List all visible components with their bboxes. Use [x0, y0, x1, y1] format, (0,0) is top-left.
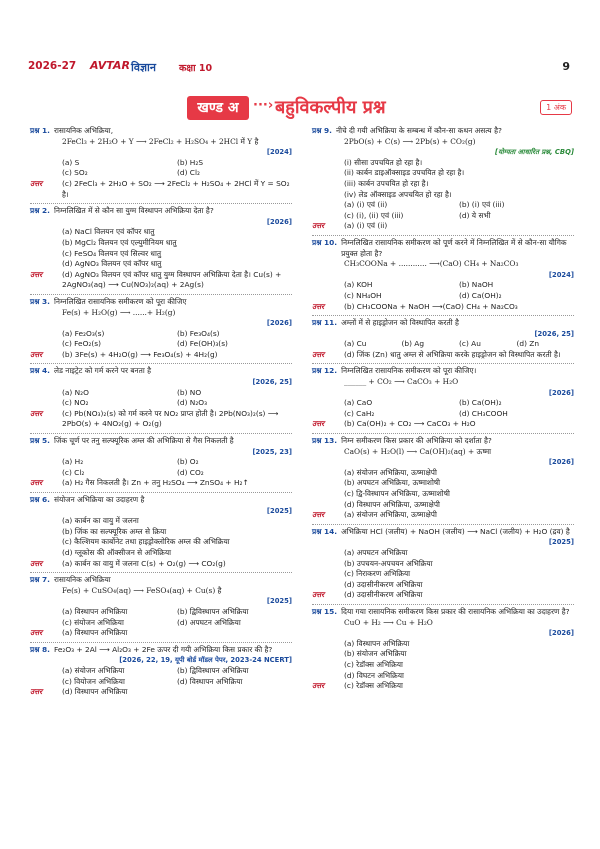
- header-subject: विज्ञान: [131, 61, 156, 74]
- answer-text: (a) (i) एवं (ii): [344, 221, 388, 231]
- year-tag: [2026]: [266, 217, 292, 226]
- equation: 2PbO(s) + C(s) ⟶ 2Pb(s) + CO₂(g): [344, 136, 476, 146]
- question-block: [30, 495, 292, 569]
- option: (a) अपघटन अभिक्रिया: [344, 547, 408, 557]
- question-text: निम्नलिखित में से कौन सा युग्म विस्थापन अभिक्रिया देता है?: [53, 206, 214, 216]
- option: (c) द्वि-विस्थापन अभिक्रिया, ऊष्माशोषी: [344, 489, 450, 498]
- year-tag: [2026, 25]: [252, 378, 292, 387]
- answer-label: उत्तर: [312, 221, 325, 231]
- question-number: प्रश्न 2.: [30, 206, 50, 216]
- answer-text: (a) विस्थापन अभिक्रिया: [62, 628, 128, 638]
- year-tag: [2025]: [548, 538, 574, 547]
- question-text: जिंक चूर्ण पर तनु सल्फ्यूरिक अम्ल की अभिक्रिया से गैस निकलती है: [53, 436, 234, 446]
- option: (b) H₂S: [177, 157, 204, 167]
- options-list: [312, 548, 574, 590]
- equation: Fe(s) + H₂O(g) ⟶ ......+ H₂(g): [62, 307, 176, 317]
- answer: [312, 590, 574, 601]
- option: (b) Ag: [401, 339, 425, 349]
- question-number: प्रश्न 5.: [30, 436, 50, 446]
- answer-text: (b) Ca(OH)₂ + CO₂ ⟶ CaCO₃ + H₂O: [344, 419, 476, 429]
- divider: [30, 572, 292, 573]
- divider: [312, 604, 574, 605]
- answer-label: उत्तर: [312, 301, 325, 311]
- divider: [312, 433, 574, 434]
- answer: [312, 350, 574, 361]
- answer-text: (c) 2FeCl₃ + 2H₂O + SO₂ ⟶ 2FeCl₂ + H₂SO₄ + 2HCl में Y = SO₂ है।: [62, 178, 290, 199]
- answer-label: उत्तर: [30, 349, 43, 359]
- question-text: निम्नलिखित रासायनिक समीकरण को पूरा कीजिए: [53, 296, 187, 306]
- option: (d) Fe(OH)₃(s): [177, 339, 228, 349]
- option: (a) Fe₂O₃(s): [62, 328, 105, 338]
- divider: [312, 315, 574, 316]
- option: (b) जिंक का सल्फ्यूरिक अम्ल से क्रिया: [62, 526, 167, 536]
- answer-text: (d) AgNO₃ विलयन एवं कॉपर धातु युग्म विस्थापन अभिक्रिया देता है। Cu(s) + 2AgNO₃(aq) ⟶ Cu(NO₃)₂(aq) + 2Ag(s): [62, 269, 282, 290]
- divider: [30, 294, 292, 295]
- option: (d) Ca(OH)₂: [459, 290, 502, 300]
- answer-label: उत्तर: [312, 419, 325, 429]
- option: (b) उपचयन-अपचयन अभिक्रिया: [344, 558, 433, 568]
- question-block: [312, 238, 574, 312]
- section-badge: खण्ड अ: [187, 96, 249, 120]
- option: (b) द्विविस्थापन अभिक्रिया: [177, 665, 249, 675]
- equation: ______ + CO₂ ⟶ CaCO₃ + H₂O: [344, 377, 459, 387]
- year-tag: [2025]: [266, 506, 292, 515]
- answer: [30, 687, 292, 698]
- option: (d) विघटन अभिक्रिया: [344, 670, 404, 680]
- question-text: नीचे दी गयी अभिक्रिया के सम्बन्ध में कौन-सा कथन असत्य है?: [335, 126, 502, 135]
- answer: [312, 510, 574, 521]
- question-header: [312, 318, 574, 329]
- option: (d) ग्लूकोस की ऑक्सीजन से अभिक्रिया: [62, 547, 172, 557]
- answer-text: (a) H₂ गैस निकलती है। Zn + तनु H₂SO₄ ⟶ ZnSO₄ + H₂↑: [62, 478, 249, 488]
- divider: [30, 363, 292, 364]
- question-block: [312, 436, 574, 521]
- option: (d) N₂O₃: [177, 398, 208, 408]
- question-number: प्रश्न 3.: [30, 296, 50, 306]
- answer-text: (a) संयोजन अभिक्रिया, ऊष्माक्षेपी: [344, 510, 437, 520]
- option: (c) Au: [459, 339, 481, 349]
- header-class: कक्षा 10: [179, 63, 213, 74]
- option: (d) AgNO₃ विलयन एवं कॉपर धातु: [62, 259, 162, 269]
- options-grid: [312, 200, 574, 221]
- option: (d) अपघटन अभिक्रिया: [177, 617, 241, 627]
- option: (b) Fe₃O₄(s): [177, 328, 220, 338]
- question-text: दिया गया रासायनिक समीकरण किस प्रकार की रासायनिक अभिक्रिया का उदाहरण है?: [341, 606, 570, 616]
- question-number: प्रश्न 9.: [312, 126, 332, 135]
- question-number: प्रश्न 7.: [30, 575, 50, 585]
- options-list: [30, 516, 292, 558]
- answer-label: उत्तर: [30, 178, 43, 188]
- option: (c) वियोजन अभिक्रिया: [62, 676, 125, 686]
- answer-text: (b) 3Fe(s) + 4H₂O(g) ⟶ Fe₃O₄(s) + 4H₂(g): [62, 349, 218, 359]
- question-block: [30, 126, 292, 200]
- options-grid: [30, 329, 292, 350]
- option: (d) CH₃COOH: [459, 408, 508, 418]
- question-header: [30, 575, 292, 586]
- option: (a) कार्बन का वायु में जलना: [62, 516, 139, 526]
- year-tag: [2024]: [548, 270, 574, 279]
- question-block: [312, 318, 574, 360]
- option: (b) (i) एवं (iii): [459, 200, 505, 210]
- answer: [312, 681, 574, 692]
- question-block: [30, 645, 292, 698]
- option: (a) संयोजन अभिक्रिया: [62, 665, 125, 675]
- year-tag: [2026, 25]: [534, 329, 574, 338]
- option: (d) विस्थापन अभिक्रिया, ऊष्माक्षेपी: [344, 499, 440, 509]
- option: (d) CO₂: [177, 467, 204, 477]
- option: (a) N₂O: [62, 387, 89, 397]
- question-text: अभिक्रिया HCl (जलीय) + NaOH (जलीय) ⟶ NaCl (जलीय) + H₂O (द्रव) है: [341, 526, 570, 536]
- answer-text: (d) जिंक (Zn) धातु अम्ल से अभिक्रिया करके हाइड्रोजन को विस्थापित करती है।: [344, 349, 561, 359]
- option: (d) Cl₂: [177, 168, 200, 178]
- option: (a) विस्थापन अभिक्रिया: [62, 606, 128, 616]
- option: (a) CaO: [344, 398, 373, 408]
- answer-text: (c) Pb(NO₃)₂(s) को गर्म करने पर NO₂ प्राप्त होती है। 2Pb(NO₃)₂(s) ⟶ 2PbO(s) + 4NO₂(g) + O₂(g): [62, 408, 279, 429]
- option: (c) SO₂: [62, 168, 88, 178]
- answer-label: उत्तर: [30, 408, 43, 418]
- year-tag: [2026]: [548, 458, 574, 467]
- question-text: रासायनिक अभिक्रिया: [53, 575, 111, 585]
- answer-label: उत्तर: [30, 628, 43, 638]
- divider: [30, 433, 292, 434]
- answer: [30, 350, 292, 361]
- options-grid: [30, 457, 292, 478]
- year-tag: [2025]: [266, 597, 292, 606]
- answer-label: उत्तर: [30, 558, 43, 568]
- options-list: [30, 227, 292, 269]
- answer-label: उत्तर: [312, 510, 325, 520]
- options-list: [312, 468, 574, 510]
- question-text: Fe₂O₃ + 2Al ⟶ Al₂O₃ + 2Fe ऊपर दी गयी अभिक्रिया किस प्रकार की है?: [53, 644, 273, 654]
- question-header: [312, 238, 574, 259]
- option: (b) NaOH: [459, 280, 494, 290]
- question-block: [30, 297, 292, 361]
- option: (c) Cl₂: [62, 467, 85, 477]
- option: (c) संयोजन अभिक्रिया: [62, 617, 124, 627]
- answer: [312, 419, 574, 430]
- option: (ii) कार्बन डाइऑक्साइड उपचयित हो रहा है।: [344, 168, 465, 178]
- answer-label: उत्तर: [30, 687, 43, 697]
- question-text: लेड नाइट्रेट को गर्म करने पर बनता है: [53, 366, 152, 376]
- option: (b) O₂: [177, 457, 199, 467]
- answer-text: (c) रेडॉक्स अभिक्रिया: [344, 681, 403, 691]
- divider: [312, 524, 574, 525]
- question-block: [30, 575, 292, 639]
- question-text: अम्लों में से हाइड्रोजन को विस्थापित करती है: [341, 318, 459, 328]
- year-tag: [योग्यता आधारित प्रश्न, CBQ]: [494, 148, 574, 157]
- options-grid: [30, 666, 292, 687]
- options-grid: [30, 607, 292, 628]
- option: (a) NaCl विलयन एवं कॉपर धातु: [62, 227, 155, 237]
- answer: [30, 559, 292, 570]
- question-block: [312, 607, 574, 692]
- marks-badge: 1 अंक: [540, 100, 572, 115]
- question-block: [312, 527, 574, 601]
- question-number: प्रश्न 6.: [30, 495, 50, 504]
- option: (c) कैल्शियम कार्बोनेट तथा हाइड्रोक्लोरिक अम्ल की अभिक्रिया: [62, 537, 230, 547]
- question-header: [312, 366, 574, 377]
- option: (c) (i), (ii) एवं (iii): [344, 210, 404, 220]
- answer-label: उत्तर: [312, 681, 325, 691]
- answer-text: (a) कार्बन का वायु में जलना C(s) + O₂(g) ⟶ CO₂(g): [62, 558, 226, 568]
- question-header: [30, 206, 292, 217]
- option: (c) CaH₂: [344, 408, 375, 418]
- question-block: [30, 206, 292, 291]
- question-header: [30, 436, 292, 447]
- year-tag: [2026]: [548, 629, 574, 638]
- question-number: प्रश्न 8.: [30, 644, 50, 654]
- question-number: प्रश्न 11.: [312, 318, 338, 328]
- options-grid: [312, 280, 574, 301]
- divider: [30, 203, 292, 204]
- option: (d) ये सभी: [459, 210, 491, 220]
- year-tag: [2026]: [548, 388, 574, 397]
- question-number: प्रश्न 4.: [30, 366, 50, 376]
- options-list: [312, 639, 574, 681]
- option: (a) H₂: [62, 457, 84, 467]
- option: (a) (i) एवं (ii): [344, 200, 388, 210]
- equation: Fe(s) + CuSO₄(aq) ⟶ FeSO₄(aq) + Cu(s) है: [62, 585, 222, 595]
- question-block: [30, 366, 292, 430]
- options-grid: [312, 398, 574, 419]
- option: (i) सीसा उपचयित हो रहा है।: [344, 157, 423, 167]
- options-grid: [30, 388, 292, 409]
- divider: [312, 235, 574, 236]
- question-header: [312, 126, 574, 137]
- equation: CuO + H₂ ⟶ Cu + H₂O: [344, 617, 433, 627]
- option: (c) रेडॉक्स अभिक्रिया: [344, 659, 403, 669]
- left-column: [30, 126, 292, 701]
- question-number: प्रश्न 14.: [312, 526, 338, 536]
- options-grid: [30, 158, 292, 179]
- option: (iv) लेड ऑक्साइड अपचयित हो रहा है।: [344, 189, 452, 199]
- divider: [30, 642, 292, 643]
- question-number: प्रश्न 10.: [312, 237, 338, 247]
- question-text: निम्नलिखित रासायनिक समीकरण को पूर्ण करने में निम्नलिखित में से कौन-सा यौगिक प्रयुक्त होता है?: [341, 237, 567, 258]
- option: (a) संयोजन अभिक्रिया, ऊष्माक्षेपी: [344, 467, 437, 477]
- answer-label: उत्तर: [312, 349, 325, 359]
- question-text: रासायनिक अभिक्रिया,: [53, 126, 114, 135]
- answer: [30, 409, 292, 430]
- section-title: बहुविकल्पीय प्रश्न: [275, 97, 386, 118]
- equation: CH₃COONa + ............ ⟶(CaO) CH₄ + Na₂CO₃: [344, 259, 519, 269]
- answer-label: उत्तर: [30, 269, 43, 279]
- question-text: निम्न समीकरण किस प्रकार की अभिक्रिया को दर्शाता है?: [341, 436, 492, 446]
- page-header: [28, 60, 578, 76]
- option: (a) S: [62, 157, 80, 167]
- option: (c) NO₂: [62, 398, 89, 408]
- year-tag: [2026, 22, 19, यूपी बोर्ड मॉडल पेपर, 2023-24 NCERT]: [119, 656, 292, 665]
- option: (b) अपघटन अभिक्रिया, ऊष्माशोषी: [344, 478, 441, 488]
- option: (c) निराकरण अभिक्रिया: [344, 569, 411, 579]
- option: (iii) कार्बन उपचयित हो रहा है।: [344, 178, 429, 188]
- answer-text: (d) उदासीनीकरण अभिक्रिया: [344, 590, 423, 600]
- option: (c) NH₄OH: [344, 290, 382, 300]
- answer: [30, 628, 292, 639]
- page-number: 9: [562, 60, 570, 73]
- answer: [30, 270, 292, 291]
- option: (c) FeSO₄ विलयन एवं सिल्वर धातु: [62, 248, 162, 258]
- question-number: प्रश्न 13.: [312, 436, 338, 446]
- question-header: [312, 436, 574, 447]
- answer-text: (b) CH₃COONa + NaOH ⟶(CaO) CH₄ + Na₂CO₃: [344, 301, 518, 311]
- question-number: प्रश्न 1.: [30, 126, 50, 135]
- question-number: प्रश्न 12.: [312, 366, 338, 376]
- option: (b) NO: [177, 387, 202, 397]
- question-header: [30, 366, 292, 377]
- divider: [30, 492, 292, 493]
- option: (b) Ca(OH)₂: [459, 398, 502, 408]
- question-block: [312, 366, 574, 430]
- option: (b) संयोजन अभिक्रिया: [344, 649, 407, 659]
- question-number: प्रश्न 15.: [312, 606, 338, 616]
- brand-logo: AVTAR: [90, 59, 130, 72]
- answer-label: उत्तर: [30, 478, 43, 488]
- year-tag: [2025, 23]: [252, 447, 292, 456]
- year-tag: [2026]: [266, 319, 292, 328]
- question-text: संयोजन अभिक्रिया का उदाहरण है: [53, 495, 145, 504]
- option: (a) KOH: [344, 280, 373, 290]
- question-header: [30, 645, 292, 656]
- option: (d) Zn: [516, 339, 540, 349]
- question-block: [30, 436, 292, 489]
- options-grid: [312, 339, 574, 350]
- option: (b) MgCl₂ विलयन एवं एल्युमीनियम धातु: [62, 237, 177, 247]
- option: (d) विस्थापन अभिक्रिया: [177, 676, 243, 686]
- answer: [312, 302, 574, 313]
- question-header: [312, 527, 574, 538]
- question-header: [312, 607, 574, 618]
- option: (d) उदासीनीकरण अभिक्रिया: [344, 579, 423, 589]
- options-list: [312, 158, 574, 200]
- header-year: 2026-27: [28, 60, 77, 72]
- question-header: [30, 297, 292, 308]
- answer: [30, 478, 292, 489]
- question-block: [312, 126, 574, 232]
- question-header: [30, 126, 292, 137]
- question-header: [30, 495, 292, 506]
- option: (b) द्विविस्थापन अभिक्रिया: [177, 606, 249, 616]
- option: (a) विस्थापन अभिक्रिया: [344, 638, 410, 648]
- arrow-icon: ···›: [253, 98, 274, 113]
- equation: CaO(s) + H₂O(l) ⟶ Ca(OH)₂(aq) + ऊष्मा: [344, 446, 492, 456]
- option: (c) FeO₂(s): [62, 339, 101, 349]
- option: (a) Cu: [344, 339, 367, 349]
- year-tag: [2024]: [266, 148, 292, 157]
- answer-label: उत्तर: [312, 590, 325, 600]
- equation: 2FeCl₃ + 2H₂O + Y ⟶ 2FeCl₂ + H₂SO₄ + 2HCl में Y है: [62, 136, 259, 146]
- right-column: [312, 126, 574, 695]
- answer-text: (d) विस्थापन अभिक्रिया: [62, 687, 128, 697]
- divider: [312, 363, 574, 364]
- answer: [312, 221, 574, 232]
- answer: [30, 179, 292, 200]
- question-text: निम्नलिखित रासायनिक समीकरण को पूरा कीजिए।: [341, 366, 477, 376]
